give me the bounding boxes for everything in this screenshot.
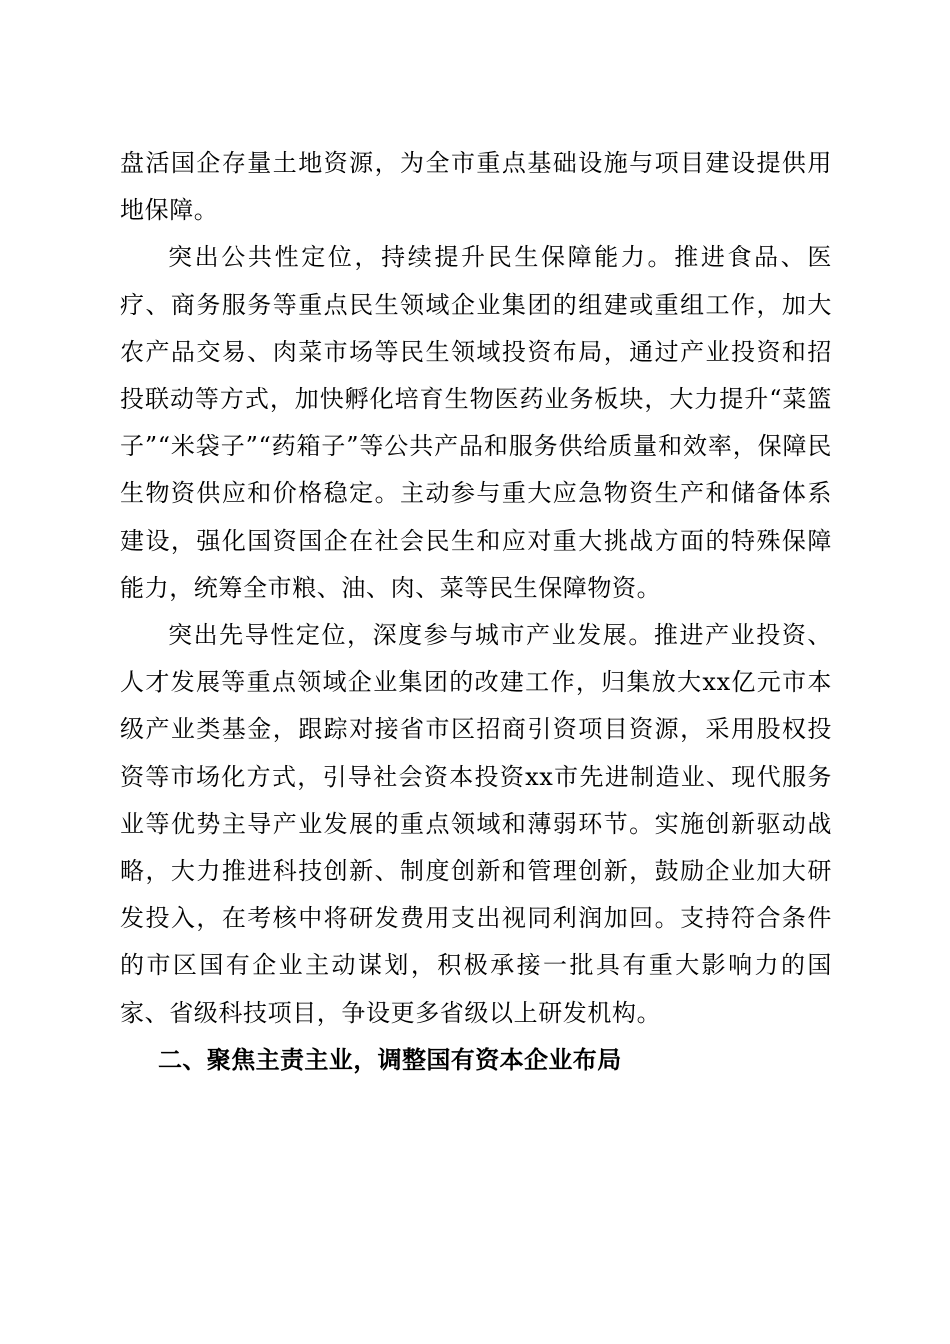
paragraph-industry-development: 突出先导性定位，深度参与城市产业发展。推进产业投资、人才发展等重点领域企业集团的改建工作，归集放大xx亿元市本级产业类基金，跟踪对接省市区招商引资项目资源，采用股权投资等市场化方式，引导社会资本投资xx市先进制造业、现代服务业等优势主导产业发展的重点领域和薄弱环节。实施创新驱动战略，大力推进科技创新、制度创新和管理创新，鼓励企业加大研发投入，在考核中将研发费用支出视同利润加回。支持符合条件的市区国有企业主动谋划，积极承接一批具有重大影响力的国家、省级科技项目，争设更多省级以上研发机构。 [120,621,832,1027]
paragraph-land-resources: 盘活国企存量土地资源，为全市重点基础设施与项目建设提供用地保障。 [120,149,832,225]
document-body [120,140,832,1084]
paragraph-public-welfare: 突出公共性定位，持续提升民生保障能力。推进食品、医疗、商务服务等重点民生领域企业集团的组建或重组工作，加大农产品交易、肉菜市场等民生领域投资布局，通过产业投资和招投联动等方式，加快孵化培育生物医药业务板块，大力提升“菜篮子”“米袋子”“药箱子”等公共产品和服务供给质量和效率，保障民生物资供应和价格稳定。主动参与重大应急物资生产和储备体系建设，强化国资国企在社会民生和应对重大挑战方面的特殊保障能力，统筹全市粮、油、肉、菜等民生保障物资。 [120,243,832,602]
section-heading: 二、聚焦主责主业，调整国有资本企业布局 [158,1045,622,1074]
